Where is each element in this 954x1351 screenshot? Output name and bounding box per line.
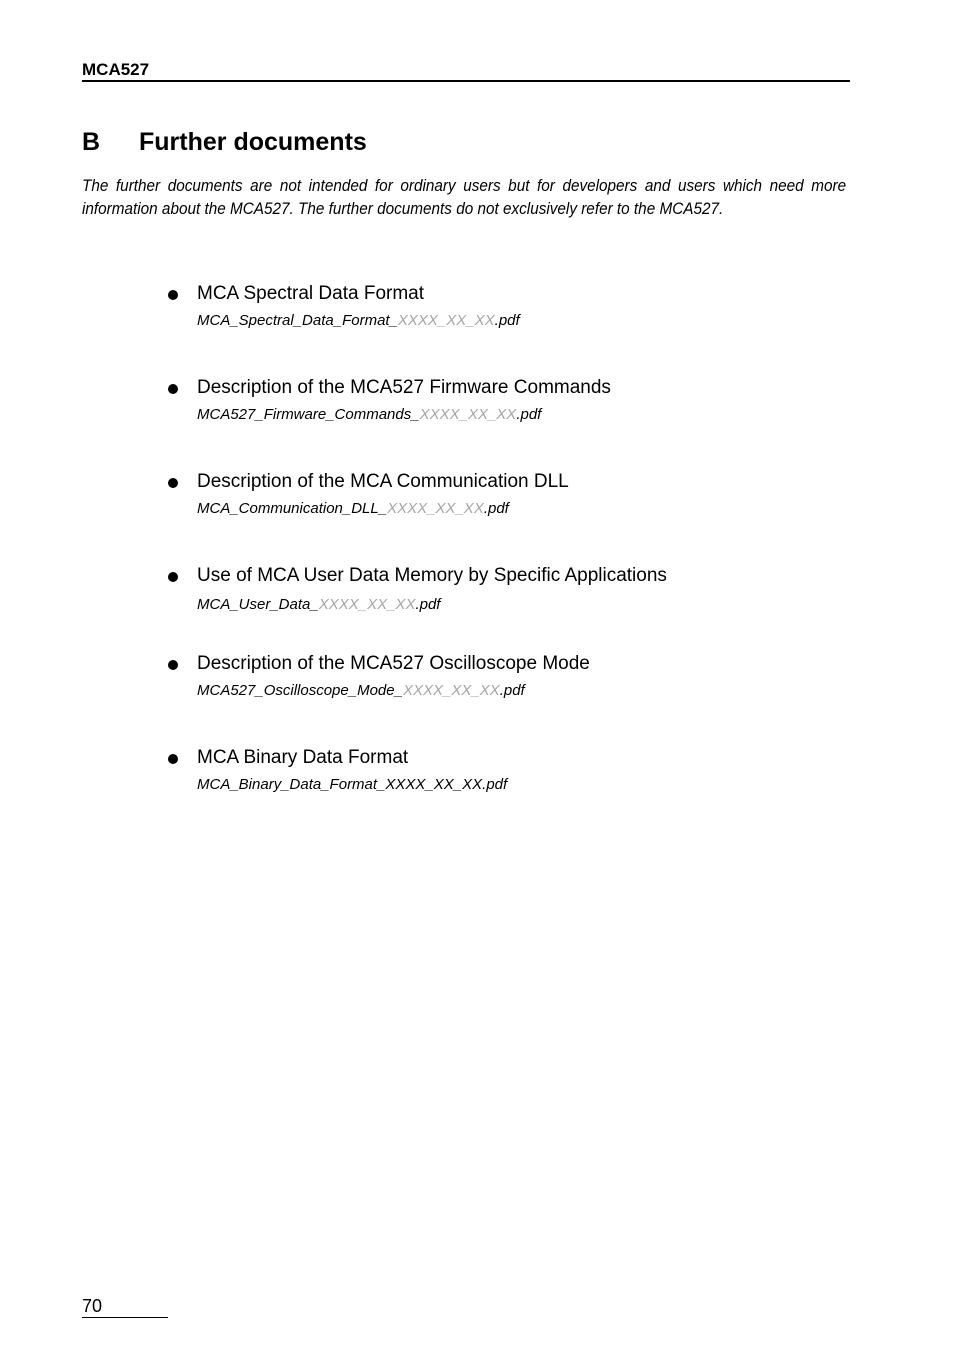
section-title: Further documents (139, 128, 367, 156)
document-filename (197, 682, 525, 700)
bullet-icon (168, 290, 178, 300)
header-title: MCA527 (82, 60, 150, 79)
bullet-icon (168, 754, 178, 764)
page-footer (82, 1296, 168, 1318)
section-heading (82, 126, 367, 158)
document-title: Use of MCA User Data Memory by Specific Applications (197, 565, 667, 586)
bullet-icon (168, 660, 178, 670)
filename-prefix: MCA_Spectral_Data_Format_ (197, 312, 398, 329)
bullet-icon (168, 384, 178, 394)
document-title: MCA Spectral Data Format (197, 283, 425, 304)
filename-extension: .pdf (482, 776, 508, 793)
filename-prefix: MCA_Binary_Data_Format_ (197, 776, 386, 793)
filename-prefix: MCA_User_Data_ (197, 596, 319, 613)
filename-version: XXXX_XX_XX (318, 596, 416, 613)
filename-extension: .pdf (415, 596, 441, 613)
filename-prefix: MCA_Communication_DLL_ (197, 500, 388, 517)
document-filename (197, 776, 507, 794)
filename-extension: .pdf (494, 312, 520, 329)
bullet-icon (168, 478, 178, 488)
document-title: Description of the MCA Communication DLL (197, 471, 569, 492)
page-header (82, 60, 850, 82)
filename-version: XXXX_XX_XX (397, 312, 495, 329)
page-number: 70 (82, 1296, 103, 1316)
filename-prefix: MCA527_Firmware_Commands_ (197, 406, 420, 423)
bullet-icon (168, 572, 178, 582)
document-filename (197, 596, 440, 614)
document-filename (197, 312, 520, 330)
document-title: Description of the MCA527 Firmware Commands (197, 377, 611, 398)
filename-prefix: MCA527_Oscilloscope_Mode_ (197, 682, 403, 699)
filename-version: XXXX_XX_XX (402, 682, 500, 699)
document-title: MCA Binary Data Format (197, 747, 409, 768)
filename-extension: .pdf (483, 500, 509, 517)
filename-version: XXXX_XX_XX (387, 500, 484, 517)
document-title: Description of the MCA527 Oscilloscope Mode (197, 653, 590, 674)
filename-version: XXXX_XX_XX (419, 406, 517, 423)
section-letter: B (82, 128, 101, 156)
document-filename (197, 406, 541, 424)
filename-version: XXXX_XX_XX (385, 776, 483, 793)
filename-extension: .pdf (499, 682, 525, 699)
document-filename (197, 500, 509, 518)
intro-paragraph: The further documents are not intended for ordinary users but for developers and users which need more information about the MCA527. The further documents do not exclusively refer to the MCA527. (82, 176, 847, 218)
filename-extension: .pdf (516, 406, 542, 423)
